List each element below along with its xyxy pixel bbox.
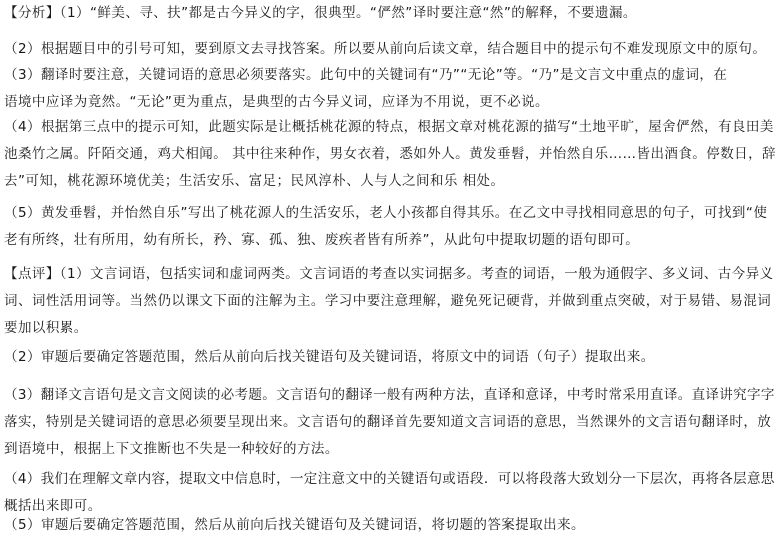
text-line: 老有所终，壮有所用，幼有所长，矜、寡、孤、独、废疾者皆有所养”，从此句中提取切题的语句即可。: [4, 232, 640, 248]
text-line: （3）翻译文言语句是文言文阅读的必考题。文言语句的翻译一般有两种方法，直译和意译，中考时常采用直译。直译讲究字字: [4, 387, 775, 403]
text-line: 词、词性活用词等。当然仍以课文下面的注解为主。学习中要注意理解，避免死记硬背，并做到重点突破，对于易错、易混词: [4, 293, 772, 309]
text-line: （2）审题后要确定答题范围，然后从前向后找关键语句及关键词语，将原文中的词语（句子）提取出来。: [4, 349, 655, 365]
text-line: （2）根据题目中的引号可知，要到原文去寻找答案。所以要从前向后读文章，结合题目中的提示句不难发现原文中的原句。: [4, 41, 767, 57]
analysis-point-5: [4, 200, 778, 254]
text-line: （3）翻译时要注意，关键词语的意思必须要落实。此句中的关键词有“乃”“无论”等。“乃”是文言文中重点的虚词，在: [4, 67, 728, 83]
comment-point-5: [4, 512, 778, 539]
analysis-point-2: [4, 36, 778, 63]
text-line: 去”可知，桃花源环境优美；生活安乐、富足；民风淳朴、人与人之间和乐 相处。: [4, 173, 505, 189]
text-line: 【分析】（1）“鲜美、寻、扶”都是古今异义的字，很典型。“俨然”译时要注意“然”的解释，不要遗漏。: [4, 5, 637, 21]
text-line: （5）黄发垂髫，并怡然自乐”写出了桃花源人的生活安乐，老人小孩都自得其乐。在乙文中寻找相同意思的句子，可找到“使: [4, 205, 768, 221]
comment-point-1: [4, 261, 778, 342]
text-line: 概括出来即可。: [4, 498, 102, 514]
text-line: 语境中应译为竟然。“无论”更为重点，是典型的古今异义词，应译为不用说，更不必说。: [4, 94, 549, 110]
text-line: （4）我们在理解文章内容，提取文中信息时，一定注意文中的关键语句或语段．可以将段落大致划分一下层次，再将各层意思: [4, 471, 775, 487]
text-line: （5）审题后要确定答题范围，然后从前向后找关键语句及关键词语，将切题的答案提取出来。: [4, 517, 585, 533]
comment-point-2: [4, 344, 778, 371]
text-line: 池桑竹之属。阡陌交通，鸡犬相闻。 其中往来种作，男女衣着，悉如外人。黄发垂髫，并怡然自乐……皆出酒食。停数日，辞: [4, 146, 776, 162]
analysis-point-1: [4, 0, 778, 27]
text-line: 落实，特别是关键词语的意思必须要呈现出来。文言语句的翻译首先要知道文言词语的意思，当然课外的文言语句翻译时，放: [4, 414, 772, 430]
text-line: 要加以积累。: [4, 320, 88, 336]
text-line: 到语境中，根据上下文推断也不失是一种较好的方法。: [4, 441, 339, 457]
analysis-point-4: [4, 114, 778, 195]
text-line: （4）根据第三点中的提示可知，此题实际是让概括桃花源的特点，根据文章对桃花源的描写“土地平旷，屋舍俨然，有良田美: [4, 119, 774, 135]
comment-point-3: [4, 382, 778, 463]
text-line: 【点评】（1）文言词语，包括实词和虚词两类。文言词语的考查以实词据多。考查的词语，一般为通假字、多义词、古今异义: [4, 266, 774, 282]
analysis-point-3: [4, 62, 778, 116]
